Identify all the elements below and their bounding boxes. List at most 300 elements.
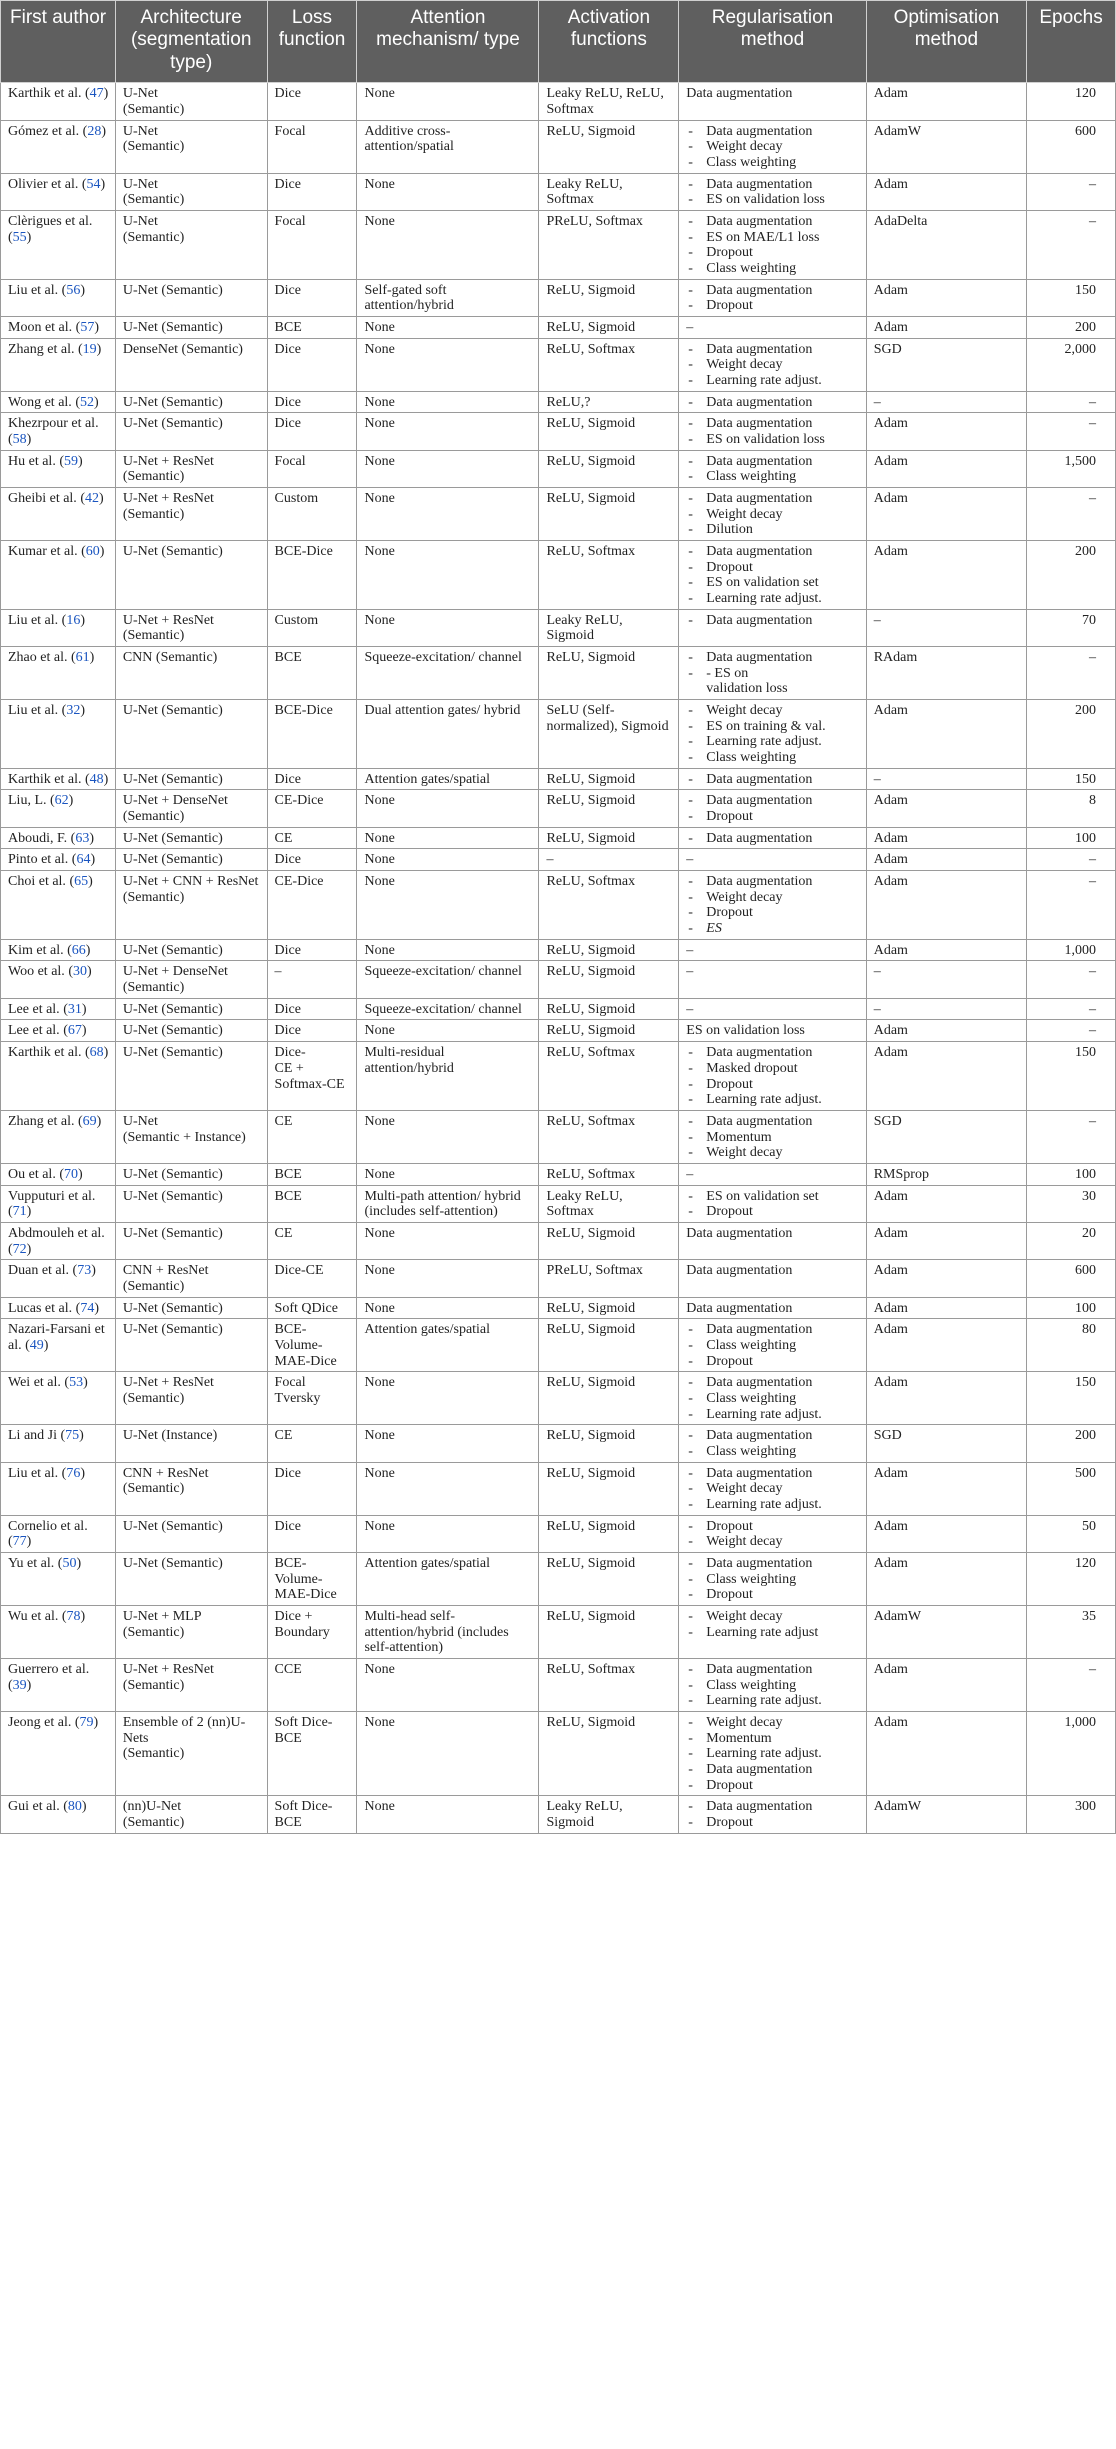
reference-link[interactable]: 30 <box>72 964 87 980</box>
cell-attention: Dual attention gates/ hybrid <box>357 700 539 769</box>
cell-attention: None <box>357 1462 539 1515</box>
cell-author: Kim et al. (66) <box>1 939 116 961</box>
cell-epochs: 30 <box>1027 1185 1116 1222</box>
cell-author: Karthik et al. (48) <box>1 768 116 790</box>
cell-optimisation: AdamW <box>866 1605 1026 1658</box>
reference-link[interactable]: 59 <box>64 453 78 469</box>
regularisation-item: - ES on validation loss <box>686 192 860 208</box>
cell-loss: Custom <box>267 488 357 541</box>
author-name: Liu, L. <box>8 793 47 809</box>
cell-author: Olivier et al. (54) <box>1 173 116 210</box>
regularisation-item: – <box>686 942 694 958</box>
author-name: Zhang et al. <box>8 1113 75 1129</box>
table-row <box>1 338 1116 391</box>
cell-optimisation: AdaDelta <box>866 210 1026 279</box>
regularisation-item: - Class weighting <box>686 155 860 171</box>
author-name: Zhao et al. <box>8 650 68 666</box>
regularisation-list <box>686 1114 860 1161</box>
cell-attention: None <box>357 849 539 871</box>
cell-author: Karthik et al. (47) <box>1 83 116 120</box>
cell-activation: ReLU, Sigmoid <box>539 1372 679 1425</box>
cell-author: Hu et al. (59) <box>1 450 116 487</box>
regularisation-list <box>686 1715 860 1793</box>
cell-activation: ReLU, Sigmoid <box>539 1222 679 1259</box>
cell-activation: ReLU, Sigmoid <box>539 1712 679 1796</box>
regularisation-item: - ES on MAE/L1 loss <box>686 230 860 246</box>
table-row <box>1 871 1116 940</box>
table-row <box>1 316 1116 338</box>
cell-author: Khezrpour et al. (58) <box>1 413 116 450</box>
regularisation-list <box>686 177 860 208</box>
cell-activation: ReLU, Sigmoid <box>539 279 679 316</box>
author-name: Jeong et al. <box>8 1715 72 1731</box>
table-row <box>1 1372 1116 1425</box>
cell-loss: Dice <box>267 173 357 210</box>
cell-regularisation <box>679 391 866 413</box>
cell-architecture: U-Net + MLP (Semantic) <box>115 1605 267 1658</box>
reference-link[interactable]: 53 <box>69 1375 84 1391</box>
regularisation-item: - Class weighting <box>686 1338 860 1354</box>
regularisation-item: - Class weighting <box>686 1444 860 1460</box>
author-name: Nazari-Farsani et al. <box>8 1322 105 1353</box>
cell-architecture: U-Net (Semantic) <box>115 210 267 279</box>
cell-loss: CE-Dice <box>267 871 357 940</box>
cell-epochs: 150 <box>1027 768 1116 790</box>
table-row <box>1 1222 1116 1259</box>
reference-link[interactable]: 67 <box>67 1023 82 1039</box>
cell-activation: ReLU, Sigmoid <box>539 1020 679 1042</box>
cell-epochs: 200 <box>1027 700 1116 769</box>
cell-loss: Custom <box>267 609 357 646</box>
cell-activation: ReLU, Softmax <box>539 1110 679 1163</box>
regularisation-item: - Data augmentation <box>686 416 860 432</box>
table-row <box>1 391 1116 413</box>
reference-link[interactable]: 75 <box>65 1428 80 1444</box>
cell-attention: None <box>357 316 539 338</box>
reference-link[interactable]: 52 <box>79 394 94 410</box>
author-name: Choi et al. <box>8 874 66 890</box>
cell-regularisation <box>679 1042 866 1111</box>
reference-link[interactable]: 58 <box>12 431 27 447</box>
author-name: Karthik et al. <box>8 1045 82 1061</box>
reference-link[interactable]: 61 <box>75 650 90 666</box>
reference-link[interactable]: 73 <box>77 1263 92 1279</box>
regularisation-list <box>686 793 860 824</box>
reference-link[interactable]: 39 <box>12 1677 27 1693</box>
regularisation-item: - Data augmentation <box>686 772 860 788</box>
table-row <box>1 413 1116 450</box>
cell-loss: Dice <box>267 849 357 871</box>
regularisation-list <box>686 1799 860 1830</box>
regularisation-item: - Data augmentation <box>686 1375 860 1391</box>
cell-regularisation <box>679 1372 866 1425</box>
cell-architecture: U-Net (Semantic) <box>115 316 267 338</box>
reference-link[interactable]: 78 <box>66 1608 81 1624</box>
cell-regularisation <box>679 1185 866 1222</box>
author-name: Wei et al. <box>8 1375 61 1391</box>
cell-author: Aboudi, F. (63) <box>1 827 116 849</box>
cell-activation: ReLU, Sigmoid <box>539 120 679 173</box>
cell-activation: ReLU, Sigmoid <box>539 961 679 998</box>
cell-attention: Multi-residual attention/hybrid <box>357 1042 539 1111</box>
regularisation-item: - Data augmentation <box>686 1322 860 1338</box>
cell-optimisation: – <box>866 609 1026 646</box>
regularisation-item: - Data augmentation <box>686 283 860 299</box>
cell-attention: None <box>357 488 539 541</box>
reference-link[interactable]: 47 <box>89 86 104 102</box>
cell-loss: CE <box>267 1222 357 1259</box>
cell-epochs: – <box>1027 173 1116 210</box>
regularisation-item: - Data augmentation <box>686 214 860 230</box>
cell-attention: None <box>357 1297 539 1319</box>
regularisation-item: - Data augmentation <box>686 544 860 560</box>
cell-attention: None <box>357 1020 539 1042</box>
cell-activation: ReLU, Softmax <box>539 338 679 391</box>
cell-architecture: U-Net (Semantic) <box>115 413 267 450</box>
reference-link[interactable]: 28 <box>87 123 102 139</box>
cell-activation: Leaky ReLU, Softmax <box>539 173 679 210</box>
reference-link[interactable]: 56 <box>66 282 81 298</box>
regularisation-item: - ES on training & val. <box>686 719 860 735</box>
cell-regularisation <box>679 609 866 646</box>
cell-author: Zhang et al. (69) <box>1 1110 116 1163</box>
author-name: Wong et al. <box>8 394 72 410</box>
cell-optimisation: Adam <box>866 450 1026 487</box>
cell-regularisation <box>679 827 866 849</box>
cell-activation: ReLU, Sigmoid <box>539 768 679 790</box>
author-name: Woo et al. <box>8 964 65 980</box>
cell-optimisation: Adam <box>866 541 1026 610</box>
reference-link[interactable]: 60 <box>85 544 100 560</box>
cell-optimisation: – <box>866 961 1026 998</box>
cell-optimisation: SGD <box>866 338 1026 391</box>
cell-architecture: U-Net (Semantic) <box>115 1222 267 1259</box>
author-name: Karthik et al. <box>8 771 82 787</box>
cell-optimisation: Adam <box>866 1462 1026 1515</box>
regularisation-item: - Learning rate adjust. <box>686 1693 860 1709</box>
reference-link[interactable]: 74 <box>80 1300 95 1316</box>
cell-architecture: U-Net (Semantic) <box>115 1185 267 1222</box>
cell-attention: None <box>357 83 539 120</box>
table-row <box>1 827 1116 849</box>
cell-architecture: U-Net + DenseNet (Semantic) <box>115 961 267 998</box>
cell-regularisation <box>679 939 866 961</box>
cell-optimisation: Adam <box>866 1659 1026 1712</box>
regularisation-list <box>686 1428 860 1459</box>
author-name: Cornelio et al. <box>8 1518 88 1534</box>
cell-regularisation <box>679 849 866 871</box>
regularisation-item: - Weight decay <box>686 890 860 906</box>
table-row <box>1 1319 1116 1372</box>
cell-optimisation: Adam <box>866 1372 1026 1425</box>
cell-loss: Focal <box>267 210 357 279</box>
regularisation-item: - ES on validation loss <box>686 432 860 448</box>
regularisation-item: - Class weighting <box>686 469 860 485</box>
cell-architecture: CNN + ResNet (Semantic) <box>115 1260 267 1297</box>
author-name: Clèrigues et al. <box>8 213 93 229</box>
reference-link[interactable]: 77 <box>12 1534 27 1550</box>
reference-link[interactable]: 62 <box>54 793 69 809</box>
cell-optimisation: RAdam <box>866 647 1026 700</box>
cell-epochs: – <box>1027 998 1116 1020</box>
reference-link[interactable]: 42 <box>84 491 99 506</box>
regularisation-item: validation loss <box>706 681 788 697</box>
cell-attention: Additive cross-attention/spatial <box>357 120 539 173</box>
cell-activation: PReLU, Softmax <box>539 210 679 279</box>
cell-regularisation <box>679 279 866 316</box>
regularisation-item: Data augmentation <box>686 86 793 102</box>
regularisation-item: - Data augmentation <box>686 1466 860 1482</box>
cell-author: Liu et al. (32) <box>1 700 116 769</box>
regularisation-item: - Momentum <box>686 1130 860 1146</box>
cell-optimisation: Adam <box>866 1297 1026 1319</box>
cell-author: Jeong et al. (79) <box>1 1712 116 1796</box>
reference-link[interactable]: 16 <box>66 612 81 628</box>
cell-attention: Squeeze-excitation/ channel <box>357 998 539 1020</box>
reference-link[interactable]: 19 <box>82 341 97 357</box>
cell-loss: BCE <box>267 1185 357 1222</box>
cell-regularisation <box>679 1222 866 1259</box>
table-row <box>1 1297 1116 1319</box>
regularisation-item: - Weight decay <box>686 139 860 155</box>
cell-loss: Dice <box>267 391 357 413</box>
table-row <box>1 450 1116 487</box>
cell-activation: ReLU, Sigmoid <box>539 939 679 961</box>
regularisation-item: - Learning rate adjust. <box>686 734 860 750</box>
cell-epochs: 100 <box>1027 827 1116 849</box>
cell-loss: CE <box>267 827 357 849</box>
cell-regularisation <box>679 1552 866 1605</box>
cell-optimisation: Adam <box>866 1222 1026 1259</box>
author-name: Gui et al. <box>8 1799 60 1815</box>
cell-optimisation: AdamW <box>866 1796 1026 1833</box>
author-name: Pinto et al. <box>8 852 69 868</box>
cell-optimisation: Adam <box>866 1712 1026 1796</box>
cell-optimisation: Adam <box>866 1552 1026 1605</box>
cell-activation: ReLU, Sigmoid <box>539 1515 679 1552</box>
cell-architecture: U-Net + ResNet (Semantic) <box>115 450 267 487</box>
cell-author: Yu et al. (50) <box>1 1552 116 1605</box>
cell-author: Clèrigues et al. (55) <box>1 210 116 279</box>
cell-optimisation: Adam <box>866 790 1026 827</box>
regularisation-list <box>686 1045 860 1108</box>
cell-optimisation: – <box>866 998 1026 1020</box>
reference-link[interactable]: 64 <box>76 852 91 868</box>
cell-activation: ReLU, Sigmoid <box>539 450 679 487</box>
reference-link[interactable]: 71 <box>12 1204 27 1220</box>
cell-author: Abdmouleh et al. (72) <box>1 1222 116 1259</box>
regularisation-item: ES on validation loss <box>686 1023 805 1039</box>
cell-architecture: U-Net (Semantic) <box>115 279 267 316</box>
cell-epochs: 150 <box>1027 1372 1116 1425</box>
regularisation-item: - Class weighting <box>686 1678 860 1694</box>
cell-regularisation <box>679 998 866 1020</box>
cell-author: Gheibi et al. (42) <box>1 488 116 541</box>
cell-author: Cornelio et al. (77) <box>1 1515 116 1552</box>
table-row <box>1 609 1116 646</box>
regularisation-list <box>686 1556 860 1603</box>
cell-author: Wong et al. (52) <box>1 391 116 413</box>
cell-activation: ReLU, Softmax <box>539 541 679 610</box>
reference-link[interactable]: 70 <box>64 1166 78 1182</box>
regularisation-item: - Data augmentation <box>686 1114 860 1130</box>
author-name: Zhang et al. <box>8 341 75 357</box>
cell-regularisation <box>679 1425 866 1462</box>
reference-link[interactable]: 76 <box>66 1465 81 1481</box>
author-name: Karthik et al. <box>8 86 82 102</box>
cell-epochs: – <box>1027 210 1116 279</box>
cell-activation: ReLU, Sigmoid <box>539 790 679 827</box>
reference-link[interactable]: 80 <box>67 1799 82 1815</box>
cell-attention: None <box>357 1163 539 1185</box>
table-row <box>1 1552 1116 1605</box>
cell-attention: None <box>357 173 539 210</box>
cell-epochs: – <box>1027 849 1116 871</box>
regularisation-item: - Dropout <box>686 1077 860 1093</box>
cell-loss: Focal Tversky <box>267 1372 357 1425</box>
cell-regularisation <box>679 1515 866 1552</box>
author-name: Liu et al. <box>8 612 59 628</box>
cell-loss: CCE <box>267 1659 357 1712</box>
cell-loss: Soft Dice-BCE <box>267 1712 357 1796</box>
cell-activation: ReLU, Sigmoid <box>539 1605 679 1658</box>
cell-loss: BCE-Volume-MAE-Dice <box>267 1552 357 1605</box>
reference-link[interactable]: 69 <box>82 1113 97 1129</box>
reference-link[interactable]: 79 <box>79 1715 94 1731</box>
cell-architecture: U-Net (Semantic) <box>115 1020 267 1042</box>
cell-activation: ReLU, Softmax <box>539 871 679 940</box>
regularisation-item: - Momentum <box>686 1731 860 1747</box>
table-row <box>1 1659 1116 1712</box>
cell-architecture: U-Net (Semantic) <box>115 391 267 413</box>
author-name: Hu et al. <box>8 453 56 469</box>
cell-optimisation: Adam <box>866 413 1026 450</box>
cell-author: Pinto et al. (64) <box>1 849 116 871</box>
reference-link[interactable]: 50 <box>62 1555 77 1571</box>
cell-regularisation <box>679 1110 866 1163</box>
cell-loss: CE <box>267 1425 357 1462</box>
cell-author: Liu, L. (62) <box>1 790 116 827</box>
regularisation-item: - - ES on <box>686 666 860 682</box>
regularisation-item: - Class weighting <box>686 750 860 766</box>
cell-loss: Dice <box>267 338 357 391</box>
cell-attention: None <box>357 790 539 827</box>
cell-author: Gómez et al. (28) <box>1 120 116 173</box>
cell-architecture: Ensemble of 2 (nn)U-Nets (Semantic) <box>115 1712 267 1796</box>
cell-loss: BCE <box>267 1163 357 1185</box>
cell-author: Gui et al. (80) <box>1 1796 116 1833</box>
cell-epochs: 150 <box>1027 279 1116 316</box>
author-name: Khezrpour et al. <box>8 416 99 432</box>
cell-regularisation <box>679 316 866 338</box>
cell-loss: Soft QDice <box>267 1297 357 1319</box>
author-name: Liu et al. <box>8 282 59 298</box>
table-row <box>1 1605 1116 1658</box>
cell-loss: Dice + Boundary <box>267 1605 357 1658</box>
reference-link[interactable]: 66 <box>71 942 86 958</box>
regularisation-item: Data augmentation <box>686 1225 793 1241</box>
cell-loss: Dice <box>267 1515 357 1552</box>
regularisation-item: – <box>686 1001 694 1017</box>
cell-epochs: – <box>1027 647 1116 700</box>
cell-optimisation: – <box>866 768 1026 790</box>
cell-activation: PReLU, Softmax <box>539 1260 679 1297</box>
cell-epochs: – <box>1027 1659 1116 1712</box>
author-name: Gómez et al. <box>8 123 80 139</box>
cell-epochs: – <box>1027 871 1116 940</box>
regularisation-item: - Dropout <box>686 905 860 921</box>
regularisation-item: - Weight decay <box>686 357 860 373</box>
cell-author: Woo et al. (30) <box>1 961 116 998</box>
cell-loss: – <box>267 961 357 998</box>
author-name: Moon et al. <box>8 319 73 335</box>
cell-architecture: U-Net (Semantic) <box>115 1297 267 1319</box>
table-row <box>1 210 1116 279</box>
reference-link[interactable]: 49 <box>29 1337 44 1353</box>
regularisation-list <box>686 491 860 538</box>
reference-link[interactable]: 32 <box>66 703 81 719</box>
cell-epochs: 100 <box>1027 1163 1116 1185</box>
cell-attention: Attention gates/spatial <box>357 1319 539 1372</box>
regularisation-item: - Dropout <box>686 1815 860 1831</box>
reference-link[interactable]: 72 <box>12 1241 27 1257</box>
regularisation-item: - Dropout <box>686 1354 860 1370</box>
table-row <box>1 647 1116 700</box>
cell-optimisation: RMSprop <box>866 1163 1026 1185</box>
header-author: First author <box>1 1 116 83</box>
cell-epochs: 500 <box>1027 1462 1116 1515</box>
cell-regularisation <box>679 647 866 700</box>
regularisation-item: - Data augmentation <box>686 1556 860 1572</box>
reference-link[interactable]: 48 <box>89 771 104 787</box>
regularisation-item: - Data augmentation <box>686 177 860 193</box>
cell-activation: ReLU, Sigmoid <box>539 1425 679 1462</box>
cell-author: Lee et al. (67) <box>1 1020 116 1042</box>
regularisation-list <box>686 943 860 959</box>
reference-link[interactable]: 54 <box>86 176 101 192</box>
regularisation-item: - Data augmentation <box>686 342 860 358</box>
table-header <box>1 1 1116 83</box>
cell-architecture: U-Net (Semantic) <box>115 1319 267 1372</box>
cell-optimisation: Adam <box>866 1020 1026 1042</box>
cell-optimisation: AdamW <box>866 120 1026 173</box>
cell-epochs: – <box>1027 961 1116 998</box>
cell-architecture: U-Net (Semantic) <box>115 1552 267 1605</box>
regularisation-item: - Dilution <box>686 522 860 538</box>
reference-link[interactable]: 63 <box>75 830 90 846</box>
cell-attention: None <box>357 827 539 849</box>
reference-link[interactable]: 57 <box>80 319 95 335</box>
reference-link[interactable]: 55 <box>12 229 27 245</box>
table-row <box>1 1163 1116 1185</box>
cell-regularisation <box>679 1605 866 1658</box>
cell-attention: None <box>357 338 539 391</box>
cell-activation: ReLU, Sigmoid <box>539 1462 679 1515</box>
reference-link[interactable]: 31 <box>67 1001 82 1017</box>
regularisation-item: - Learning rate adjust. <box>686 1746 860 1762</box>
cell-author: Wu et al. (78) <box>1 1605 116 1658</box>
reference-link[interactable]: 68 <box>89 1045 104 1061</box>
regularisation-item: - Weight decay <box>686 1145 860 1161</box>
cell-architecture: U-Net + ResNet (Semantic) <box>115 488 267 541</box>
table-row <box>1 998 1116 1020</box>
reference-link[interactable]: 65 <box>74 874 89 890</box>
regularisation-item: - Data augmentation <box>686 124 860 140</box>
cell-epochs: 200 <box>1027 541 1116 610</box>
regularisation-item: – <box>686 319 694 335</box>
cell-author: Lee et al. (31) <box>1 998 116 1020</box>
regularisation-item: – <box>686 964 694 980</box>
